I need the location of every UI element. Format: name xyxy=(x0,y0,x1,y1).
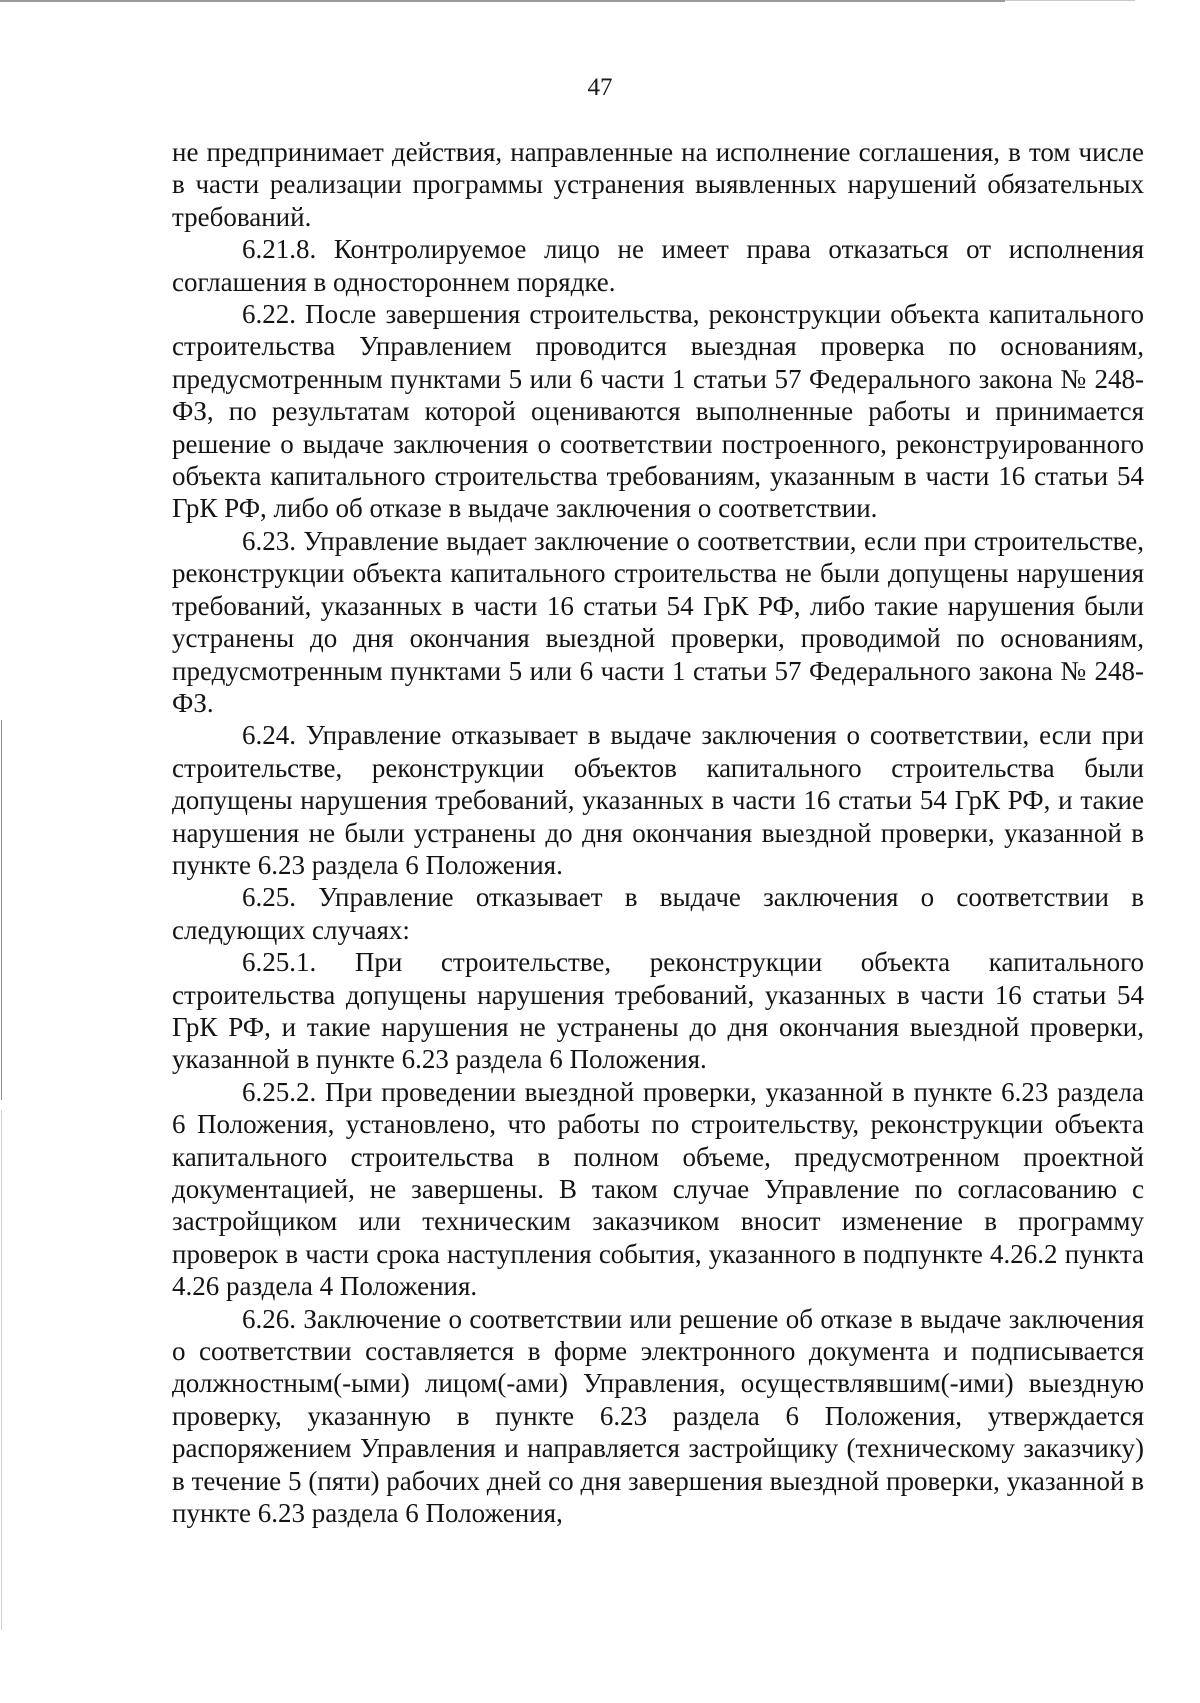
document-body xyxy=(172,136,1144,1529)
paragraph-6-25: 6.25. Управление отказывает в выдаче заключения о соответствии в следующих случаях: xyxy=(172,882,1144,945)
scan-edge-top xyxy=(0,0,1005,2)
paragraph-6-26: 6.26. Заключение о соответствии или решение об отказе в выдаче заключения о соответствии составляется в форме электронного документа и подписывается должностным(-ыми) лицом(-ами) Управления, осуществлявшим(-ими) выездную проверку, указанную в пункте 6.23 раздела 6 Положения, утверждается распоряжением Управления и направляется застройщику (техническому заказчику) в течение 5 (пяти) рабочих дней со дня завершения выездной проверки, указанной в пункте 6.23 раздела 6 Положения, xyxy=(172,1303,1144,1529)
paragraph-6-25-1: 6.25.1. При строительстве, реконструкции объекта капитального строительства допущены нарушения требований, указанных в части 16 статьи 54 ГрК РФ, и такие нарушения не устранены до дня окончания выездной проверки, указанной в пункте 6.23 раздела 6 Положения. xyxy=(172,947,1144,1075)
paragraph-6-22: 6.22. После завершения строительства, реконструкции объекта капитального строительства Управлением проводится выездная проверка по основаниям, предусмотренным пунктами 5 или 6 части 1 статьи 57 Федерального закона № 248-ФЗ, по результатам которой оцениваются выполненные работы и принимается решение о выдаче заключения о соответствии построенного, реконструированного объекта капитального строительства требованиям, указанным в части 16 статьи 54 ГрК РФ, либо об отказе в выдаче заключения о соответствии. xyxy=(172,299,1144,524)
scan-edge-left-faint xyxy=(1,1110,2,1630)
page-number: 47 xyxy=(587,74,613,101)
scan-edge-top-faint xyxy=(1005,0,1135,1)
scan-edge-left xyxy=(1,720,2,1100)
paragraph-continuation: не предпринимает действия, направленные на исполнение соглашения, в том числе в части реализации программы устранения выявленных нарушений обязательных требований. xyxy=(172,137,1144,232)
paragraph-6-23: 6.23. Управление выдает заключение о соответствии, если при строительстве, реконструкции объекта капитального строительства не были допущены нарушения требований, указанных в части 16 статьи 54 ГрК РФ, либо такие нарушения были устранены до дня окончания выездной проверки, проводимой по основаниям, предусмотренным пунктами 5 или 6 части 1 статьи 57 Федерального закона № 248-ФЗ. xyxy=(172,525,1144,718)
paragraph-6-25-2: 6.25.2. При проведении выездной проверки, указанной в пункте 6.23 раздела 6 Положения, установлено, что работы по строительству, реконструкции объекта капитального строительства в полном объеме, предусмотренном проектной документацией, не завершены. В таком случае Управление по согласованию с застройщиком или техническим заказчиком вносит изменение в программу проверок в части срока наступления события, указанного в подпункте 4.26.2 пункта 4.26 раздела 4 Положения. xyxy=(172,1076,1144,1302)
paragraph-6-24: 6.24. Управление отказывает в выдаче заключения о соответствии, если при строительстве, реконструкции объектов капитального строительства были допущены нарушения требований, указанных в части 16 статьи 54 ГрК РФ, и такие нарушения не были устранены до дня окончания выездной проверки, указанной в пункте 6.23 раздела 6 Положения. xyxy=(172,720,1144,880)
paragraph-6-21-8: 6.21.8. Контролируемое лицо не имеет права отказаться от исполнения соглашения в одностороннем порядке. xyxy=(172,234,1144,297)
